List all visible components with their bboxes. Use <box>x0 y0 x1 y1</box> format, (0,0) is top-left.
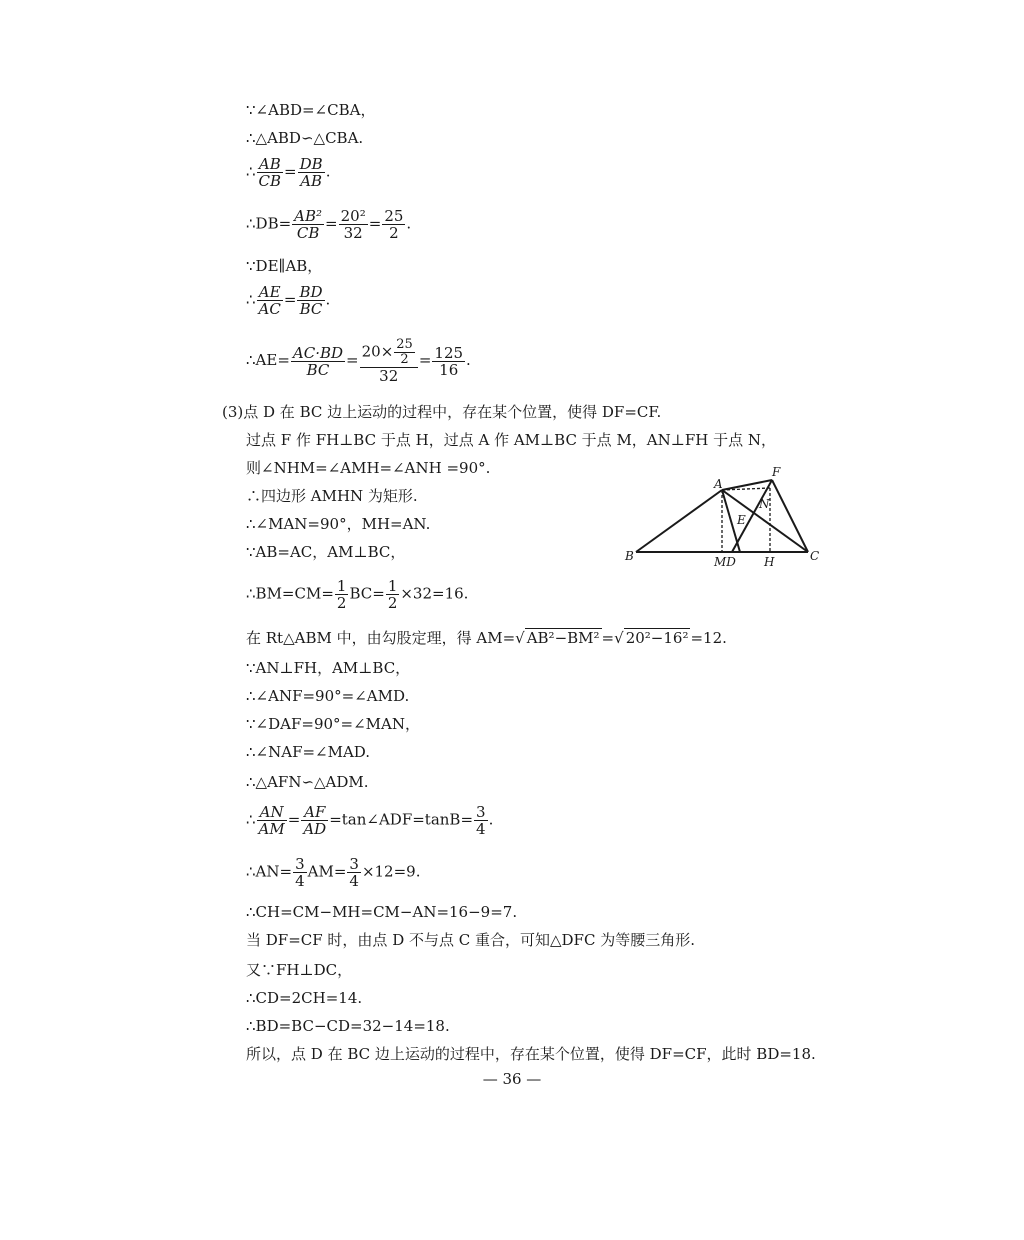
text-line: 过点 F 作 FH⊥BC 于点 H，过点 A 作 AM⊥BC 于点 M，AN⊥FH 于点 N， <box>246 431 777 449</box>
text-line: ∵AN⊥FH，AM⊥BC， <box>246 659 411 677</box>
denominator: 4 <box>295 872 305 890</box>
fraction-line <box>246 208 411 241</box>
text-line: ∴△ABD∽△CBA. <box>246 129 364 147</box>
fraction-line <box>246 856 420 889</box>
fraction <box>339 208 368 241</box>
fraction <box>474 804 488 837</box>
text-line: 所以，点 D 在 BC 边上运动的过程中，存在某个位置，使得 DF=CF，此时 BD=18. <box>246 1045 816 1063</box>
fraction <box>297 284 324 317</box>
denominator: AM <box>258 820 285 838</box>
text: = <box>325 214 338 233</box>
text: =12. <box>690 629 727 647</box>
fraction-line <box>246 804 493 837</box>
text-line: ∴∠NAF=∠MAD. <box>246 743 371 761</box>
text-line: ∵DE∥AB， <box>246 257 323 275</box>
fraction <box>301 804 328 837</box>
numerator: AB² <box>294 207 323 225</box>
denominator: BC <box>299 300 323 318</box>
text-line: (3)点 D 在 BC 边上运动的过程中，存在某个位置，使得 DF=CF. <box>222 403 662 421</box>
text: = <box>287 810 301 829</box>
fraction-line <box>246 284 330 317</box>
numerator: AF <box>301 804 328 821</box>
text: ∴AN= <box>246 862 293 881</box>
denominator: AB <box>300 172 323 190</box>
text: = <box>368 214 382 233</box>
radicand: AB²−BM² <box>526 629 600 647</box>
label-h: H <box>764 555 775 569</box>
text: 在 Rt△ABM 中，由勾股定理，得 AM=√ <box>246 629 525 647</box>
fraction <box>291 345 345 378</box>
label-b: B <box>625 549 634 563</box>
text: BC= <box>349 584 385 603</box>
denominator: 32 <box>343 224 363 242</box>
text: = <box>418 351 432 369</box>
text-line: ∵∠DAF=90°=∠MAN， <box>246 715 420 733</box>
fraction <box>347 856 361 889</box>
numerator <box>360 338 418 368</box>
denominator: 2 <box>336 594 347 612</box>
text-line: ∴CH=CM−MH=CM−AN=16−9=7. <box>246 903 518 921</box>
text: . <box>466 351 471 369</box>
denominator: CB <box>296 224 320 242</box>
label-f: F <box>772 465 781 479</box>
denominator: 16 <box>439 360 459 379</box>
text: . <box>488 810 494 829</box>
fraction <box>257 804 287 837</box>
numerator: 125 <box>434 343 464 362</box>
text: ×12=9. <box>361 862 421 881</box>
text-line: ∴CD=2CH=14. <box>246 989 363 1007</box>
denominator: 4 <box>349 872 359 890</box>
fraction <box>293 856 307 889</box>
text-line: ∴∠MAN=90°，MH=AN. <box>246 515 431 533</box>
denominator: BC <box>306 360 330 379</box>
page-number: — 36 — <box>482 1070 542 1088</box>
denominator: 2 <box>387 594 398 612</box>
label-md: MD <box>714 555 736 569</box>
text-line: ∵AB=AC，AM⊥BC， <box>246 543 406 561</box>
fraction <box>298 156 325 189</box>
text: . <box>325 290 331 309</box>
numerator: 20² <box>340 207 366 225</box>
text-line: ∴四边形 AMHN 为矩形. <box>246 487 418 505</box>
text: = <box>346 351 359 369</box>
label-c: C <box>810 549 820 563</box>
numerator: 3 <box>295 855 305 873</box>
text: =tan∠ADF=tanB= <box>329 810 474 829</box>
fraction <box>386 578 400 611</box>
denominator: AC <box>258 300 281 318</box>
denominator: 2 <box>400 352 409 367</box>
text: 20× <box>361 342 394 361</box>
fraction-line <box>246 156 330 189</box>
label-e: E <box>737 513 746 527</box>
fraction <box>257 284 283 317</box>
numerator: 1 <box>387 577 398 595</box>
text-line: 则∠NHM=∠AMH=∠ANH =90°. <box>246 459 491 477</box>
denominator: CB <box>258 172 282 190</box>
denominator: 4 <box>476 820 486 838</box>
text: AM= <box>307 862 347 881</box>
fraction <box>257 156 284 189</box>
text: ∴ <box>246 162 256 181</box>
text: =√ <box>601 629 624 647</box>
numerator: 3 <box>349 855 359 873</box>
text: . <box>406 214 412 233</box>
fraction <box>292 208 324 241</box>
label-a: A <box>714 477 723 491</box>
fraction <box>335 578 349 611</box>
numerator: AB <box>257 156 284 173</box>
numerator: 25 <box>384 207 404 225</box>
text: ∴BM=CM= <box>246 584 334 603</box>
numerator: DB <box>299 155 323 173</box>
geometry-figure <box>620 462 840 572</box>
fraction <box>394 338 415 367</box>
numerator: AN <box>257 804 287 821</box>
numerator: AC·BD <box>292 343 344 362</box>
text: = <box>283 290 297 309</box>
text-line: ∴BD=BC−CD=32−14=18. <box>246 1017 450 1035</box>
text-line: 又∵FH⊥DC， <box>246 961 353 979</box>
text-line: ∴△AFN∽△ADM. <box>246 773 369 791</box>
text: . <box>325 162 331 181</box>
fraction <box>382 208 405 241</box>
label-n: N <box>759 497 770 511</box>
numerator: 1 <box>336 577 347 595</box>
denominator: 32 <box>379 367 399 385</box>
text-line: ∴∠ANF=90°=∠AMD. <box>246 687 410 705</box>
text-line: ∵∠ABD=∠CBA， <box>246 101 376 119</box>
text: ∴DB= <box>246 214 292 233</box>
segment-fc <box>772 480 808 552</box>
fraction-line <box>246 578 468 611</box>
text: ∴ <box>246 290 256 309</box>
numerator: BD <box>299 283 323 301</box>
text-line <box>246 628 727 648</box>
text: = <box>284 162 297 181</box>
text: ∴ <box>246 810 256 829</box>
radicand: 20²−16² <box>625 629 689 647</box>
fraction <box>432 345 465 378</box>
fraction <box>360 338 418 384</box>
segment-ab <box>636 490 722 552</box>
fraction-line <box>246 338 471 384</box>
numerator: AE <box>257 284 283 301</box>
denominator: AD <box>303 820 327 838</box>
numerator: 3 <box>476 803 486 821</box>
text: ∴AE= <box>246 351 290 369</box>
text: ×32=16. <box>400 584 469 603</box>
numerator: 25 <box>396 337 413 352</box>
text-line: 当 DF=CF 时，由点 D 不与点 C 重合，可知△DFC 为等腰三角形. <box>246 931 695 949</box>
denominator: 2 <box>389 224 399 242</box>
